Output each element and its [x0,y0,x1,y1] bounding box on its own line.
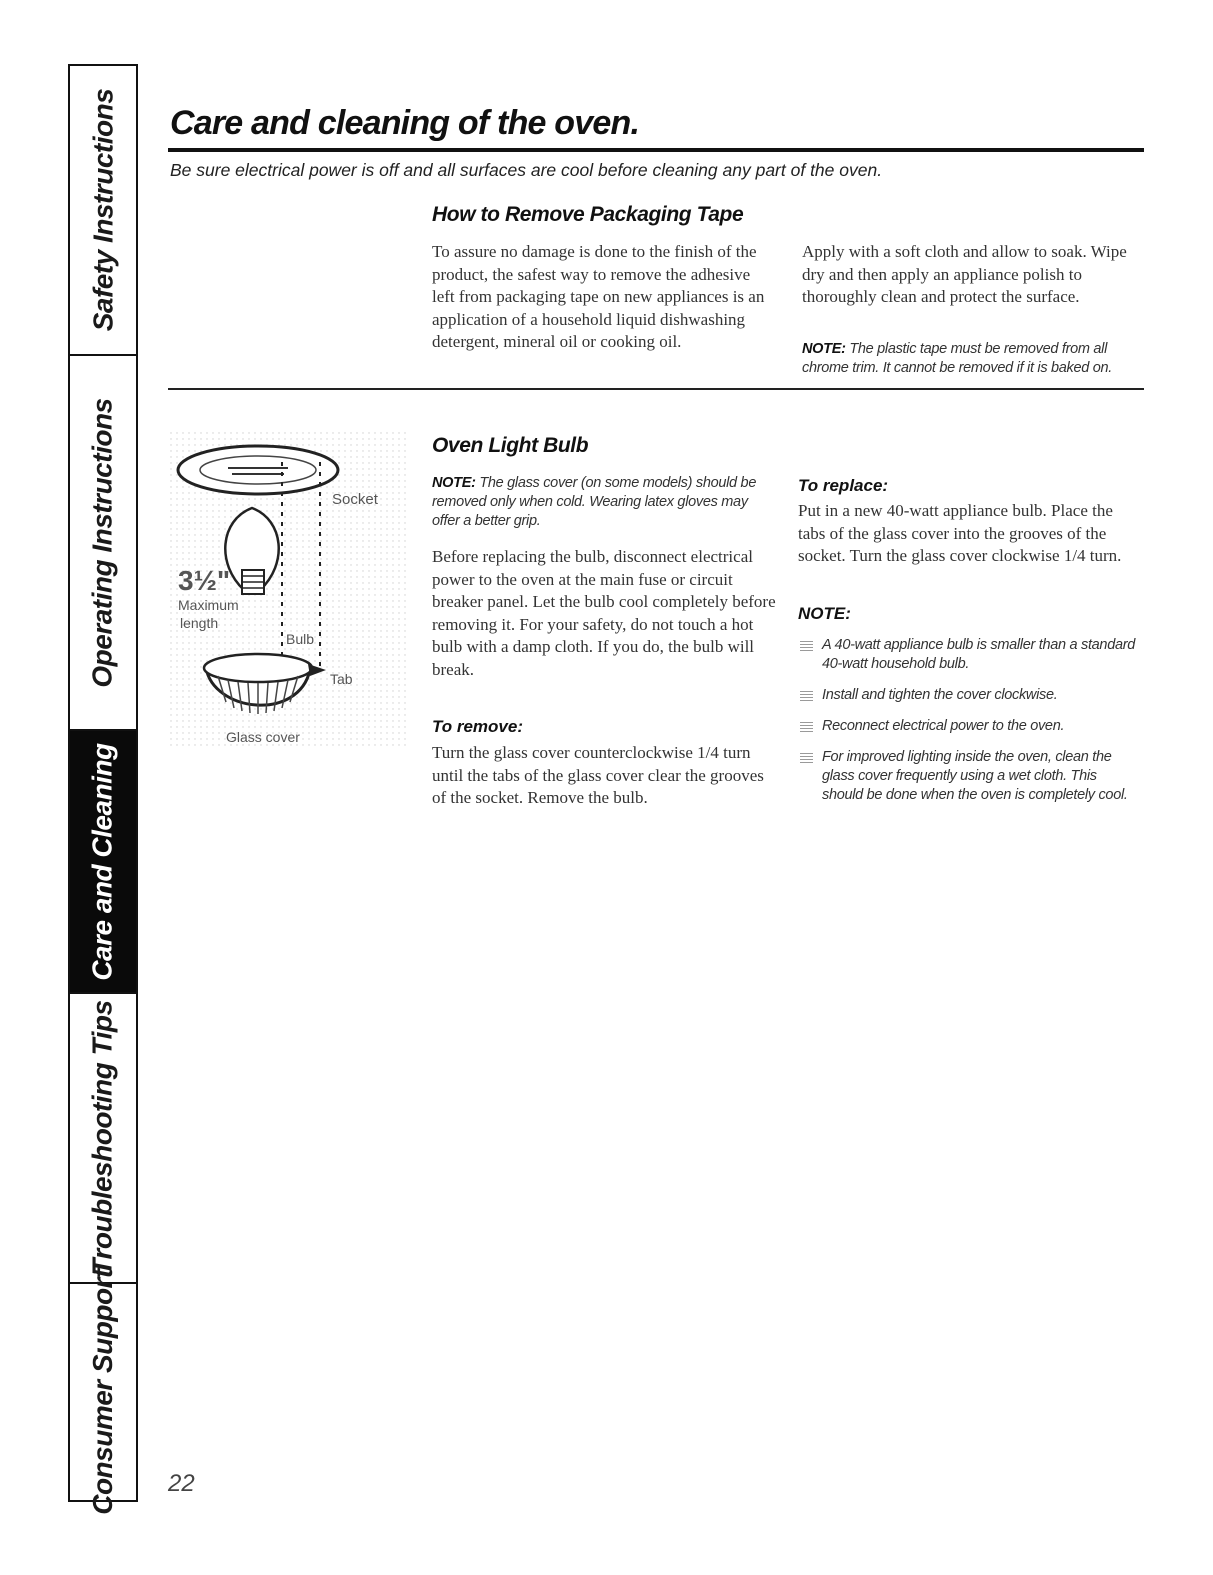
replace-heading: To replace: [798,476,889,495]
bulb-note-label: NOTE: [432,475,476,491]
note-label: NOTE: [802,341,846,357]
tab-label: Consumer Support [87,1269,118,1515]
tab-label: Safety Instructions [87,88,118,332]
tab-troubleshooting-tips[interactable] [70,994,136,1284]
glass-cover-label: Glass cover [226,729,300,745]
tab-safety-instructions[interactable] [70,66,136,356]
tab-label: Care and Cleaning [87,742,118,981]
list-item: Install and tighten the cover clockwise. [798,686,1138,705]
note2-heading: NOTE: [798,604,851,623]
bulb-heading: Oven Light Bulb [432,434,589,457]
remove-text: Turn the glass cover counterclockwise 1/4 turn until the tabs of the glass cover clear the grooves of the socket. Remove the bulb. [432,743,764,807]
packaging-heading: How to Remove Packaging Tape [432,203,744,226]
socket-ring-icon [178,446,338,494]
bulb-label: Bulb [286,631,315,647]
remove-heading: To remove: [432,717,524,736]
tab-consumer-support[interactable] [70,1269,136,1515]
maximum-label: Maximum [178,597,239,613]
tab-label: Operating Instructions [87,397,118,688]
bulb-note [432,474,772,531]
length-label: length [180,615,219,631]
bulb-note-text: The glass cover (on some models) should be removed only when cold. Wearing latex gloves may offer a better grip. [432,475,757,529]
packaging-col1: To assure no damage is done to the finish of the product, the safest way to remove the adhesive left from packaging tape on new appliances is an application of a household liquid dishwashing detergent, mineral oil or cooking oil. [432,242,765,351]
title-rule [168,148,1144,152]
note-bullets [798,636,1138,817]
page-subtitle: Be sure electrical power is off and all surfaces are cool before cleaning any part of the oven. [170,160,883,180]
list-item: For improved lighting inside the oven, clean the glass cover frequently using a wet cloth. This should be done when the oven is completely cool. [798,748,1138,805]
page-title: Care and cleaning of the oven. [170,104,640,142]
bullet-icon [800,720,813,732]
replace-text: Put in a new 40-watt appliance bulb. Place the tabs of the glass cover into the grooves of the socket. Turn the glass cover clockwise 1/4 turn. [798,501,1122,565]
size-label: 3½" [178,565,231,596]
bulb-diagram [170,432,406,748]
bulb-intro: Before replacing the bulb, disconnect electrical power to the oven at the main fuse or circuit breaker panel. Let the bulb cool completely before removing it. For your safety, do not touch a hot bulb with a damp cloth. If you do, the bulb will break. [432,547,776,679]
tab-label: Troubleshooting Tips [87,1000,118,1276]
list-item: A 40-watt appliance bulb is smaller than a standard 40-watt household bulb. [798,636,1138,674]
tab-care-and-cleaning[interactable] [70,731,136,994]
bullet-icon [800,639,813,651]
packaging-col2: Apply with a soft cloth and allow to soak. Wipe dry and then apply an appliance polish to thoroughly clean and protect the surface. [802,242,1127,306]
note-text: The plastic tape must be removed from all chrome trim. It cannot be removed if it is baked on. [802,341,1112,376]
tab-label: Tab [330,671,353,687]
section-divider [168,388,1144,390]
socket-label: Socket [332,491,378,508]
list-item: Reconnect electrical power to the oven. [798,717,1138,736]
bullet-icon [800,689,813,701]
page-number: 22 [168,1470,195,1497]
section-tabs [68,64,138,1515]
bullet-icon [800,751,813,763]
packaging-note [802,340,1147,378]
tab-operating-instructions[interactable] [70,356,136,731]
